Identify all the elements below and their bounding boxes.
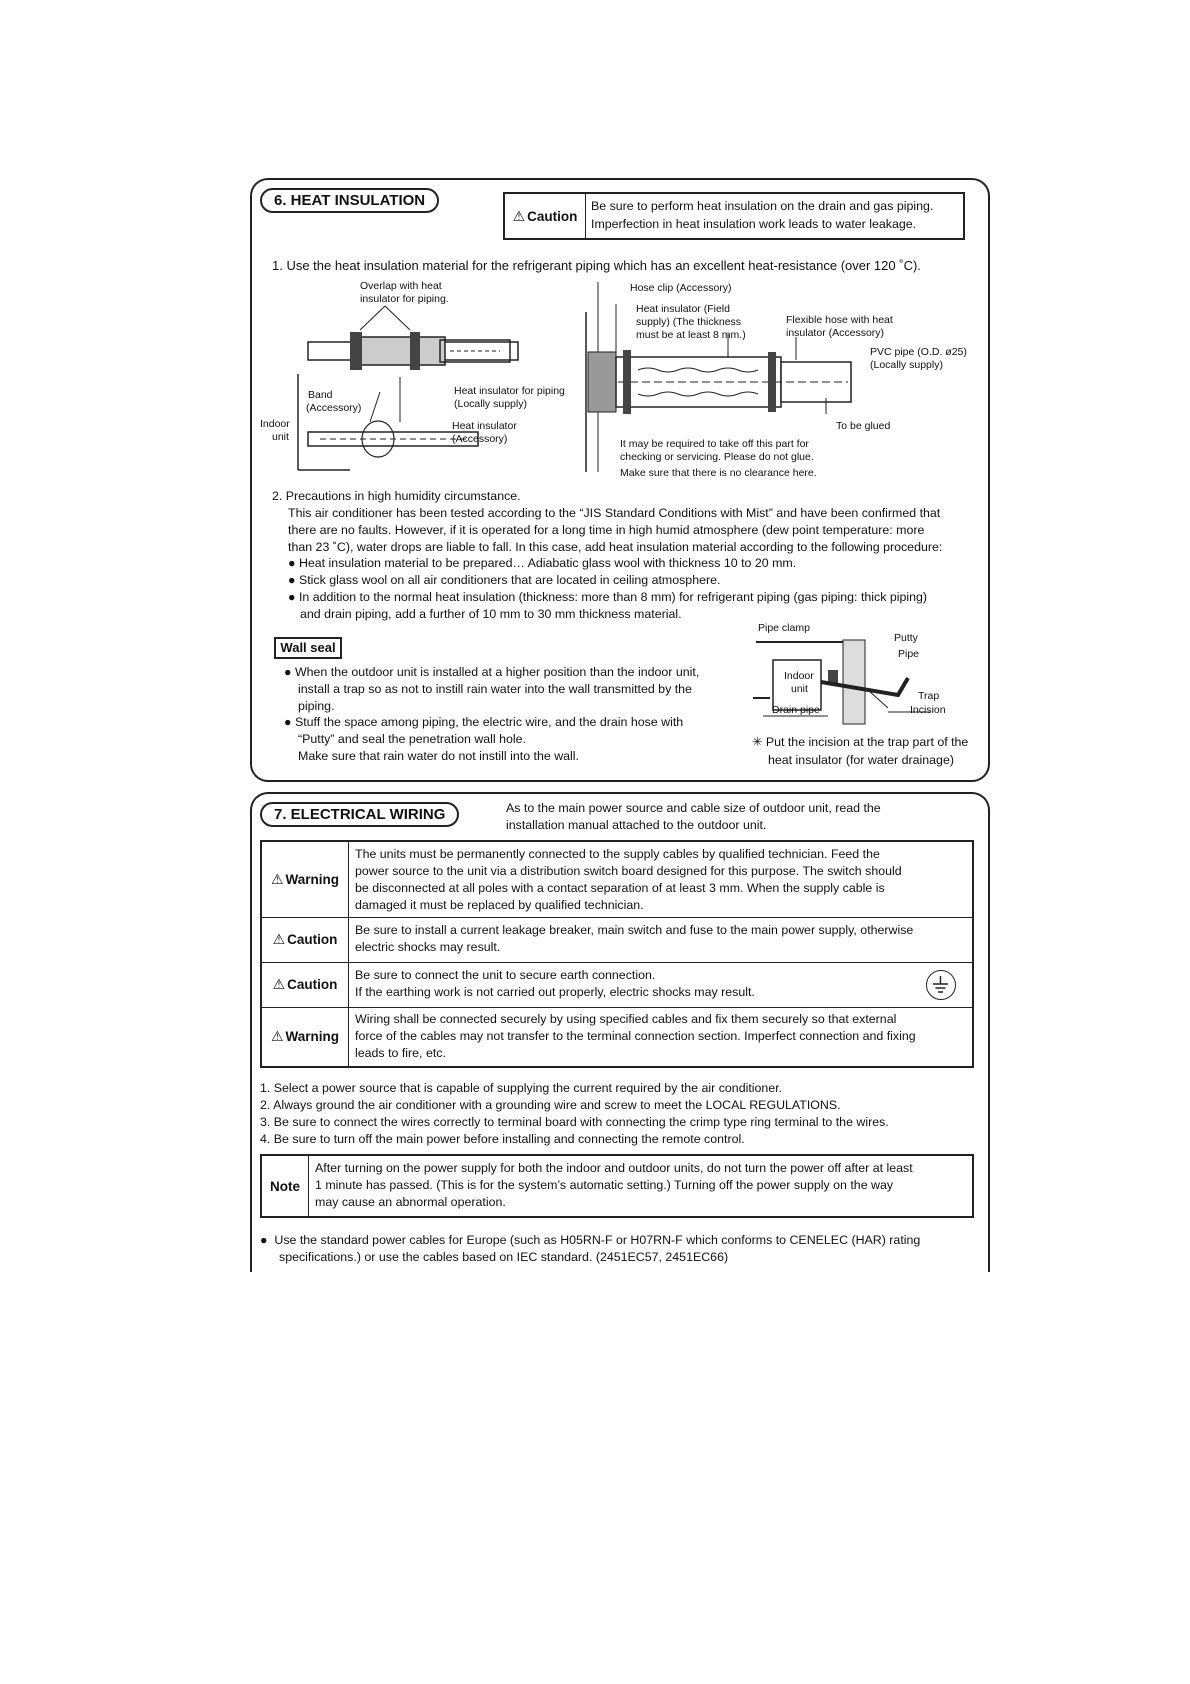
bullet-text: Stick glass wool on all air conditioners that are located in ceiling atmosphere. bbox=[298, 573, 721, 587]
label-take-off: It may be required to take off this part for bbox=[620, 438, 809, 450]
warning-triangle-icon: ⚠ bbox=[270, 1028, 284, 1044]
warning-triangle-icon: ⚠ bbox=[272, 976, 286, 992]
cable-bullet-text: Use the standard power cables for Europe (such as H05RN-F or H07RN-F which conforms to CENELEC (HAR) rating bbox=[274, 1233, 921, 1247]
label-heat-insulator-field: Heat insulator (Field bbox=[636, 303, 730, 315]
earth-ground-icon bbox=[926, 970, 956, 1000]
section-7-title: 7. ELECTRICAL WIRING bbox=[260, 802, 459, 827]
note-label: Note bbox=[262, 1156, 309, 1216]
step-item: 3. Be sure to connect the wires correctly to terminal board with connecting the crimp type ring terminal to the wires. bbox=[260, 1115, 889, 1129]
incision-note: ✳ Put the incision at the trap part of the bbox=[752, 735, 969, 749]
section-6-title: 6. HEAT INSULATION bbox=[260, 188, 439, 213]
label-trap: Trap bbox=[918, 690, 940, 702]
warning-text: The units must be permanently connected to the supply cables by qualified technician. Feed the bbox=[355, 847, 880, 861]
label-drain-pipe: Drain pipe bbox=[772, 704, 820, 716]
label-flexible-hose: Flexible hose with heat bbox=[786, 314, 893, 326]
label-putty: Putty bbox=[894, 632, 918, 644]
bullet-text: Heat insulation material to be prepared… Adiabatic glass wool with thickness 10 to 20 mm. bbox=[298, 556, 797, 570]
incision-note: heat insulator (for water drainage) bbox=[768, 753, 954, 767]
wall-seal-text: Stuff the space among piping, the electric wire, and the drain hose with bbox=[294, 715, 684, 729]
warning-label: ⚠ Warning bbox=[262, 842, 349, 918]
label-indoor-unit: unit bbox=[272, 431, 289, 443]
item-2-title: 2. Precautions in high humidity circumstance. bbox=[272, 489, 521, 503]
cable-bullet-text: specifications.) or use the cables based on IEC standard. (2451EC57, 2451EC66) bbox=[279, 1250, 729, 1264]
label-flexible-hose: insulator (Accessory) bbox=[786, 327, 885, 339]
label-take-off: checking or servicing. Please do not glue. bbox=[620, 451, 814, 463]
label-incision: Incision bbox=[910, 704, 946, 716]
label-heat-insulator-piping: Heat insulator for piping bbox=[454, 385, 565, 397]
label-indoor-unit: unit bbox=[791, 683, 808, 695]
wall-seal-text: install a trap so as not to instill rain water into the wall transmitted by the bbox=[298, 682, 692, 696]
pipe-insulation-diagram bbox=[260, 282, 560, 472]
warning-text: power source to the unit via a distribution switch board designed for this purpose. The switch should bbox=[355, 864, 902, 878]
step-item: 1. Select a power source that is capable of supplying the current required by the air conditioner. bbox=[260, 1081, 783, 1095]
caution-text: Imperfection in heat insulation work leads to water leakage. bbox=[591, 217, 917, 231]
caution-label: ⚠ Caution bbox=[262, 917, 349, 963]
warning-text: be disconnected at all poles with a contact separation of at least 3 mm. When the supply cable is bbox=[355, 881, 885, 895]
warning-text: leads to fire, etc. bbox=[355, 1046, 446, 1060]
label-heat-insulator-field: supply) (The thickness bbox=[636, 316, 742, 328]
caution-label: ⚠ Caution bbox=[505, 194, 586, 238]
caution-text: Be sure to perform heat insulation on the drain and gas piping. bbox=[591, 199, 934, 213]
note-text: may cause an abnormal operation. bbox=[315, 1195, 506, 1209]
label-heat-insulator-field: must be at least 8 mm.) bbox=[636, 329, 746, 341]
item-2-text: there are no faults. However, if it is operated for a long time in high humid atmosphere (dew point temperature: more bbox=[288, 523, 925, 537]
label-pipe: Pipe bbox=[898, 648, 920, 660]
label-to-be-glued: To be glued bbox=[836, 420, 891, 432]
label-hose-clip: Hose clip (Accessory) bbox=[630, 282, 732, 294]
warning-text: Wiring shall be connected securely by using specified cables and fix them securely so that external bbox=[355, 1012, 897, 1026]
wall-seal-text: When the outdoor unit is installed at a higher position than the indoor unit, bbox=[294, 665, 700, 679]
label-heat-insulator: (Accessory) bbox=[452, 433, 508, 445]
label-overlap: Overlap with heat bbox=[360, 280, 442, 292]
wall-seal-heading: Wall seal bbox=[274, 637, 342, 659]
label-band: Band bbox=[308, 389, 333, 401]
label-heat-insulator: Heat insulator bbox=[452, 420, 517, 432]
label-pvc-pipe: (Locally supply) bbox=[870, 359, 943, 371]
warning-label: ⚠ Warning bbox=[262, 1007, 349, 1066]
caution-box bbox=[503, 192, 965, 240]
label-pipe-clamp: Pipe clamp bbox=[758, 622, 810, 634]
caution-text: Be sure to connect the unit to secure earth connection. bbox=[355, 968, 656, 982]
step-item: 2. Always ground the air conditioner with a grounding wire and screw to meet the LOCAL REGULATIONS. bbox=[260, 1098, 841, 1112]
label-heat-insulator-piping: (Locally supply) bbox=[454, 398, 527, 410]
item-2-text: This air conditioner has been tested according to the “JIS Standard Conditions with Mist” and have been confirmed that bbox=[288, 506, 941, 520]
label-pvc-pipe: PVC pipe (O.D. ø25) bbox=[870, 346, 967, 358]
label-indoor-unit: Indoor bbox=[784, 670, 814, 682]
intro-text: installation manual attached to the outdoor unit. bbox=[506, 818, 767, 832]
warning-text: damaged it must be replaced by qualified technician. bbox=[355, 898, 644, 912]
note-text: 1 minute has passed. (This is for the system’s automatic setting.) Turning off the power supply on the way bbox=[315, 1178, 894, 1192]
bullet-text: and drain piping, add a further of 10 mm to 30 mm thickness material. bbox=[300, 607, 682, 621]
note-box bbox=[260, 1154, 974, 1218]
wall-seal-text: “Putty” and seal the penetration wall hole. bbox=[298, 732, 526, 746]
note-text: After turning on the power supply for both the indoor and outdoor units, do not turn the power off after at least bbox=[315, 1161, 913, 1175]
warning-triangle-icon: ⚠ bbox=[512, 207, 526, 224]
label-indoor-unit: Indoor bbox=[260, 418, 290, 430]
warning-text: force of the cables may not transfer to the terminal connection section. Imperfect connection and fixing bbox=[355, 1029, 916, 1043]
label-band: (Accessory) bbox=[306, 402, 362, 414]
wall-seal-text: piping. bbox=[298, 699, 335, 713]
bullet-text: In addition to the normal heat insulation (thickness: more than 8 mm) for refrigerant piping (gas piping: thick piping) bbox=[298, 590, 928, 604]
label-overlap: insulator for piping. bbox=[360, 293, 449, 305]
item-1: 1. Use the heat insulation material for the refrigerant piping which has an excellent heat-resistance (over 120 ˚C). bbox=[272, 258, 921, 273]
item-2-text: than 23 ˚C), water drops are liable to fall. In this case, add heat insulation material according to the following procedure: bbox=[288, 540, 943, 554]
wall-seal-text: Make sure that rain water do not instill into the wall. bbox=[298, 749, 579, 763]
warning-triangle-icon: ⚠ bbox=[272, 931, 286, 947]
intro-text: As to the main power source and cable size of outdoor unit, read the bbox=[506, 801, 881, 815]
caution-label: ⚠ Caution bbox=[262, 962, 349, 1008]
caution-text: If the earthing work is not carried out properly, electric shocks may result. bbox=[355, 985, 755, 999]
step-item: 4. Be sure to turn off the main power before installing and connecting the remote control. bbox=[260, 1132, 745, 1146]
warning-triangle-icon: ⚠ bbox=[270, 871, 284, 887]
warning-table bbox=[260, 840, 974, 1068]
label-clearance: Make sure that there is no clearance here. bbox=[620, 467, 817, 479]
caution-text: Be sure to install a current leakage breaker, main switch and fuse to the main power supply, otherwise bbox=[355, 923, 914, 937]
caution-text: electric shocks may result. bbox=[355, 940, 501, 954]
